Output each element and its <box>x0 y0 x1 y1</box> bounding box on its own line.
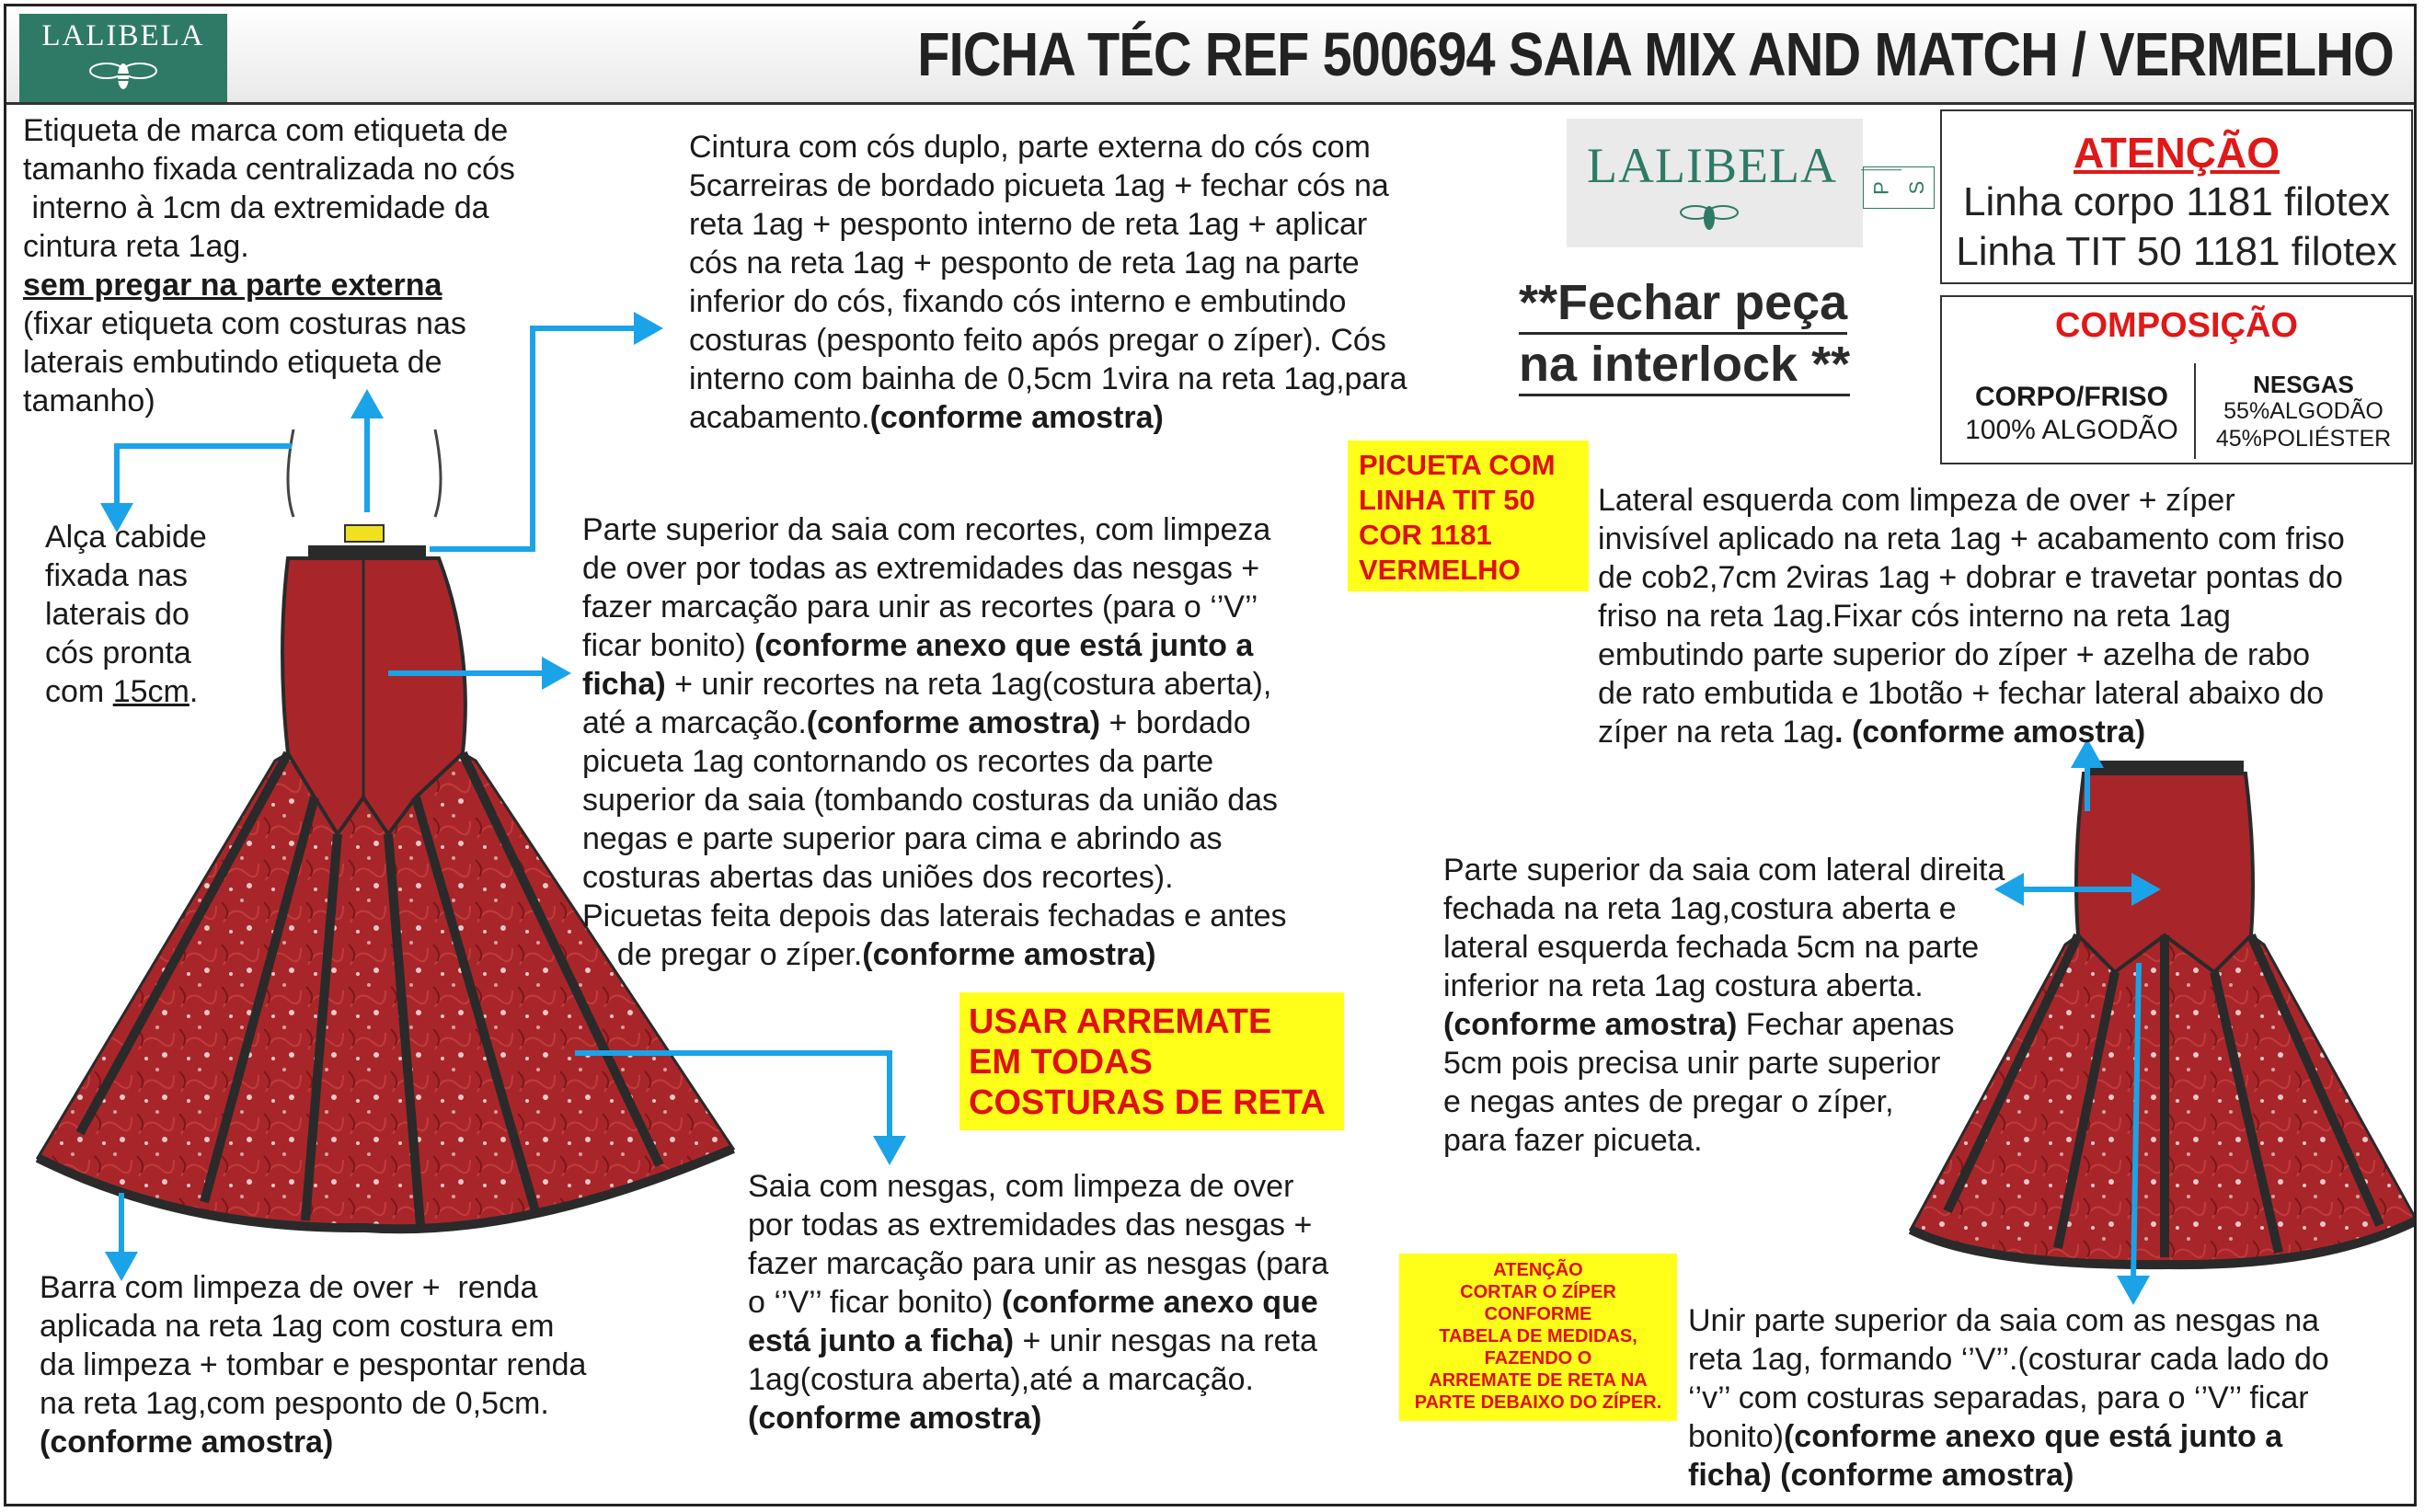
text-line: ATENÇÃO <box>1493 1260 1583 1280</box>
text-line: PARTE DEBAIXO DO ZÍPER. <box>1414 1392 1662 1413</box>
text-span-bold: (conforme anexo que está junto a <box>1783 1419 2283 1454</box>
text-line: fazer marcação para unir as recortes (para o ‘’V’’ <box>582 590 1258 624</box>
text-line: ARREMATE DE RETA NA <box>1429 1370 1648 1391</box>
text-line: tamanho fixada centralizada no cós <box>23 152 515 187</box>
text-span-bold: ficha) <box>582 667 666 702</box>
label-tag-icon <box>345 525 384 542</box>
atencao-title: ATENÇÃO <box>2073 129 2280 177</box>
brand-label-logo <box>1567 119 1863 247</box>
text-line: picueta 1ag contornando os recortes da parte <box>582 744 1214 779</box>
nesgas-value: 45%POLIÉSTER <box>2215 426 2392 452</box>
text-line: Saia com nesgas, com limpeza de over <box>748 1169 1294 1204</box>
bee-icon <box>1677 200 1741 236</box>
text-span: Fechar apenas <box>1737 1007 1955 1042</box>
text-line: Parte superior da saia com lateral direita <box>1443 853 2005 888</box>
text-line: 1ag(costura aberta),até a marcação. <box>748 1362 1254 1397</box>
text-line: reta 1ag + pesponto interno de reta 1ag + aplicar <box>689 207 1368 242</box>
text-span-bold: (conforme amostra) <box>806 705 1101 740</box>
tech-sheet <box>4 4 2417 1506</box>
text-line-underlined: sem pregar na parte externa <box>23 268 442 303</box>
note-etiqueta <box>23 111 515 420</box>
text-line <box>582 626 1286 665</box>
text-span-bold: . (conforme amostra) <box>1834 715 2146 750</box>
text-line: na reta 1ag,com pesponto de 0,5cm. <box>40 1386 549 1421</box>
text-line <box>45 672 207 711</box>
size-tag <box>1863 166 1935 209</box>
text-line: FAZENDO O <box>1484 1348 1592 1369</box>
text-line: fechada na reta 1ag,costura aberta e <box>1443 891 1957 926</box>
text-span-bold: (conforme amostra) <box>862 937 1156 972</box>
text-line: CONFORME <box>1484 1304 1592 1324</box>
text-span: o ‘’V’’ ficar bonito) <box>748 1285 1002 1320</box>
text-line: interno à 1cm da extremidade da <box>23 190 489 225</box>
text-span-bold: (conforme anexo que está junto a <box>754 628 1254 663</box>
text-line: lateral esquerda fechada 5cm na parte <box>1443 930 1980 965</box>
text-line <box>1688 1417 2329 1456</box>
text-span: de pregar o zíper. <box>582 937 863 972</box>
text-span: zíper na reta 1ag <box>1598 715 1835 750</box>
text-span: . <box>189 674 199 709</box>
text-span: bonito) <box>1688 1419 1784 1454</box>
atencao-box <box>1940 109 2413 284</box>
text-line: Etiqueta de marca com etiqueta de <box>23 113 509 148</box>
text-line: superior da saia (tombando costuras da união das <box>582 783 1279 818</box>
text-line: 5carreiras de bordado picueta 1ag + fechar cós na <box>689 168 1389 203</box>
text-line <box>748 1283 1328 1322</box>
text-line: TABELA DE MEDIDAS, <box>1439 1326 1637 1346</box>
text-line: cós pronta <box>45 636 191 670</box>
text-line: **Fechar peça <box>1519 273 1847 335</box>
text-line: Picuetas feita depois das laterais fechadas e antes <box>582 899 1287 934</box>
note-nesgas <box>748 1167 1328 1438</box>
note-barra <box>40 1268 586 1461</box>
text-span-underlined: 15cm <box>112 674 190 709</box>
composicao-title: COMPOSIÇÃO <box>2055 306 2298 345</box>
text-line: CORTAR O ZÍPER <box>1460 1282 1616 1302</box>
text-line: interno com bainha de 0,5cm 1vira na reta 1ag,para <box>689 361 1407 396</box>
brand-logo-text: LALIBELA <box>41 19 205 52</box>
text-line-bold: (conforme amostra) <box>40 1425 334 1460</box>
text-span: + unir recortes na reta 1ag(costura aberta), <box>665 667 1272 702</box>
text-line: VERMELHO <box>1359 554 1521 586</box>
corpo-label: CORPO/FRISO <box>1974 382 2168 412</box>
text-line: costuras (pesponto feito após pregar o zíper). Cós <box>689 323 1386 358</box>
text-line: de over por todas as extremidades das nesgas + <box>582 551 1260 586</box>
note-cintura <box>689 128 1407 437</box>
atencao-line: Linha corpo 1181 filotex <box>1963 179 2390 224</box>
text-line: inferior na reta 1ag costura aberta. <box>1443 968 1924 1003</box>
text-line <box>582 935 1286 974</box>
text-span-bold: está junto a ficha) <box>748 1323 1015 1358</box>
text-line: Alça cabide <box>45 520 207 555</box>
text-line: na interlock ** <box>1519 335 1850 396</box>
text-line: para fazer picueta. <box>1443 1123 1703 1158</box>
text-line: invisível aplicado na reta 1ag + acabamento com friso <box>1598 521 2345 556</box>
text-line: LINHA TIT 50 <box>1359 484 1535 516</box>
text-line: (fixar etiqueta com costuras nas <box>23 306 466 341</box>
text-line: de cob2,7cm 2viras 1ag + dobrar e travetar pontas do <box>1598 560 2343 595</box>
text-line: Cintura com cós duplo, parte externa do cós com <box>689 130 1371 165</box>
text-line: por todas as extremidades das nesgas + <box>748 1208 1313 1243</box>
text-line: USAR ARREMATE <box>969 1002 1272 1041</box>
text-span-bold: (conforme anexo que <box>1001 1285 1318 1320</box>
text-span: ficar bonito) <box>582 628 755 663</box>
text-line: EM TODAS <box>969 1043 1153 1082</box>
nesgas-value: 55%ALGODÃO <box>2223 398 2384 424</box>
text-line: da limpeza + tombar e pespontar renda <box>40 1347 587 1382</box>
note-lateral-esquerda <box>1598 481 2345 751</box>
page-title: FICHA TÉC REF 500694 SAIA MIX AND MATCH / VERMELHO <box>917 20 2394 89</box>
text-line <box>748 1322 1328 1360</box>
note-picueta <box>1348 441 1589 591</box>
atencao-line: Linha TIT 50 1181 filotex <box>1956 229 2397 274</box>
note-alca <box>45 518 207 711</box>
text-span: + bordado <box>1100 705 1251 740</box>
text-line: Parte superior da saia com recortes, com limpeza <box>582 512 1271 547</box>
text-span-bold: (conforme amostra) <box>1443 1007 1738 1042</box>
text-line: aplicada na reta 1ag com costura em <box>40 1309 555 1344</box>
text-line: fazer marcação para unir as nesgas (para <box>748 1246 1329 1281</box>
text-line: PICUETA COM <box>1359 449 1556 481</box>
nesgas-label: NESGAS <box>2253 371 2354 398</box>
text-line: Barra com limpeza de over + renda <box>40 1270 538 1305</box>
text-line: negas e parte superior para cima e abrindo as <box>582 821 1223 856</box>
text-span: com <box>45 674 113 709</box>
text-span: acabamento. <box>689 400 870 435</box>
brand-label-text: LALIBELA <box>1587 138 1837 193</box>
text-line-bold: ficha) (conforme amostra) <box>1688 1458 2074 1493</box>
text-line <box>689 398 1407 437</box>
text-span: até a marcação. <box>582 705 807 740</box>
text-line: COSTURAS DE RETA <box>969 1083 1326 1122</box>
composicao-divider <box>2194 363 2196 459</box>
note-arremate <box>959 992 1344 1130</box>
text-line: cós na reta 1ag + pesponto de reta 1ag na parte <box>689 246 1360 281</box>
note-fechar-peca <box>1519 273 1850 396</box>
note-lateral-direita <box>1443 851 2005 1160</box>
text-line: embutindo parte superior do zíper + azelha de rabo <box>1598 637 2310 672</box>
size-s: S <box>1904 180 1928 195</box>
text-line: Lateral esquerda com limpeza de over + zíper <box>1598 483 2235 518</box>
note-unir <box>1688 1301 2329 1495</box>
text-line: friso na reta 1ag.Fixar cós interno na reta 1ag <box>1598 599 2231 634</box>
text-line: de rato embutida e 1botão + fechar lateral abaixo do <box>1598 676 2325 711</box>
text-span: + unir nesgas na reta <box>1014 1323 1317 1358</box>
text-line: ‘’v’’ com costuras separadas, para o ‘’V’’ ficar <box>1688 1380 2309 1415</box>
text-line: costuras abertas das uniões dos recortes). <box>582 860 1174 895</box>
text-span-bold: (conforme amostra) <box>869 400 1164 435</box>
text-line: e negas antes de pregar o zíper, <box>1443 1084 1894 1119</box>
text-line: fixada nas <box>45 558 188 593</box>
text-line <box>1598 713 2345 751</box>
text-line: 5cm pois precisa unir parte superior <box>1443 1046 1941 1081</box>
text-line: laterais embutindo etiqueta de <box>23 345 442 380</box>
text-line: COR 1181 <box>1359 519 1492 551</box>
text-line: cintura reta 1ag. <box>23 229 249 264</box>
text-line: Unir parte superior da saia com as nesgas na <box>1688 1303 2320 1338</box>
text-line: reta 1ag, formando ‘’V’’.(costurar cada lado do <box>1688 1342 2329 1377</box>
text-line <box>582 704 1286 742</box>
note-ziper <box>1399 1254 1677 1421</box>
note-parte-superior <box>582 510 1286 974</box>
text-line: tamanho) <box>23 384 155 418</box>
text-line: laterais do <box>45 597 190 632</box>
composicao-box <box>1940 295 2413 464</box>
text-line: inferior do cós, fixando cós interno e embutindo <box>689 284 1347 319</box>
text-line <box>1443 1005 2005 1044</box>
text-line <box>582 665 1286 704</box>
corpo-value: 100% ALGODÃO <box>1965 415 2178 445</box>
size-p: P <box>1861 170 1901 206</box>
text-line-bold: (conforme amostra) <box>748 1401 1042 1436</box>
